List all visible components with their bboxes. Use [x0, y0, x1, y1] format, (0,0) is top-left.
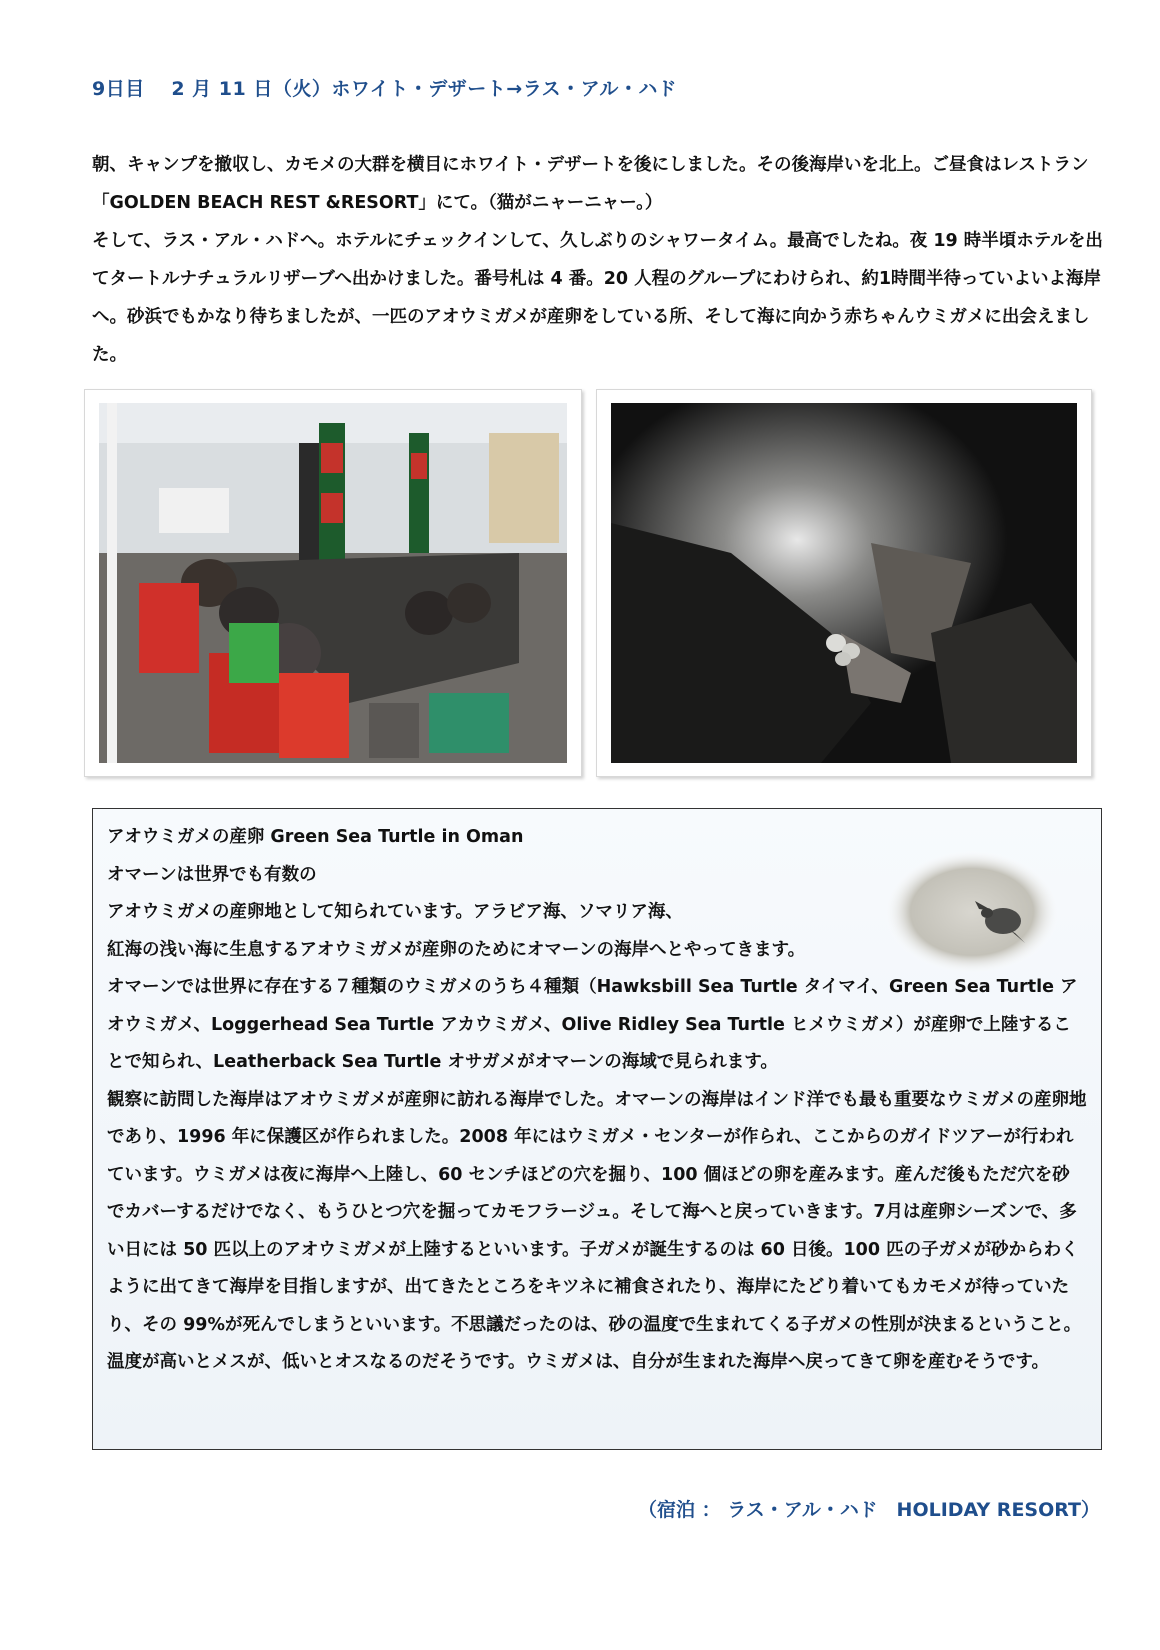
info-box-text [107, 819, 1087, 1382]
info-line: オマーンは世界でも有数の [107, 864, 317, 885]
info-line: アオウミガメの産卵地として知られています。アラビア海、ソマリア海、 [107, 902, 683, 922]
turtle-night-photo-image [611, 403, 1077, 763]
turtle-night-photo [596, 389, 1092, 777]
day-heading: 9日目 2 月 11 日（火）ホワイト・デザート→ラス・アル・ハド [92, 78, 677, 100]
sea-turtle-info-box [92, 808, 1102, 1450]
info-box-title: アオウミガメの産卵 Green Sea Turtle in Oman [107, 827, 524, 847]
intro-paragraph: そして、ラス・アル・ハドへ。ホテルにチェックインして、久しぶりのシャワータイム。最高でしたね。夜 19 時半頃ホテルを出てタートルナチュラルリザーブへ出かけました。番号札は 4 番。20 人程のグループにわけられ、約1時間半待っていよいよ海岸へ。砂浜でもかなり待ちましたが、一匹のアオウミガメが産卵をしている所、そして海に向かう赤ちゃんウミガメに出会えました。 [92, 231, 1103, 365]
restaurant-photo [84, 389, 582, 777]
accommodation-note: （宿泊 ： ラス・アル・ハド HOLIDAY RESORT） [638, 1499, 1100, 1521]
info-line: 紅海の浅い海に生息するアオウミガメが産卵のためにオマーンの海岸へとやってきます。 [107, 939, 806, 960]
info-paragraph: 観察に訪問した海岸はアオウミガメが産卵に訪れる海岸でした。オマーンの海岸はインド洋でも最も重要なウミガメの産卵地であり、1996 年に保護区が作られました。2008 年にはウミガメ・センターが作られ、ここからのガイドツアーが行われています。ウミガメは夜に海岸へ上陸し、60 センチほどの穴を掘り、100 個ほどの卵を産みます。産んだ後もただ穴を砂でカバーするだけでなく、もうひとつ穴を掘ってカモフラージュ。そして海へと戻っていきます。7月は産卵シーズンで、多い日には 50 匹以上のアオウミガメが上陸するといいます。子ガメが誕生するのは 60 日後。100 匹の子ガメが砂からわくように出てきて海岸を目指しますが、出てきたところをキツネに補食されたり、海岸にたどり着いてもカモメが待っていたり、その 99%が死んでしまうといいます。不思議だったのは、砂の温度で生まれてくる子ガメの性別が決まるということ。温度が高いとメスが、低いとオスなるのだそうです。ウミガメは、自分が生まれた海岸へ戻ってきて卵を産むそうです。 [107, 1089, 1087, 1372]
intro-text [92, 146, 1107, 374]
restaurant-photo-image [99, 403, 567, 763]
info-paragraph: オマーンでは世界に存在する７種類のウミガメのうち４種類（Hawksbill Sea Turtle タイマイ、Green Sea Turtle アオウミガメ、Loggerhead Sea Turtle アカウミガメ、Olive Ridley Sea Turtle ヒメウミガメ）が産卵で上陸することで知られ、Leatherback Sea Turtle オサガメがオマーンの海域で見られます。 [107, 977, 1078, 1072]
intro-paragraph: 朝、キャンプを撤収し、カモメの大群を横目にホワイト・デザートを後にしました。その後海岸いを北上。ご昼食はレストラン「GOLDEN BEACH REST &RESORT」にて。（猫がニャーニャー。） [92, 155, 1089, 213]
